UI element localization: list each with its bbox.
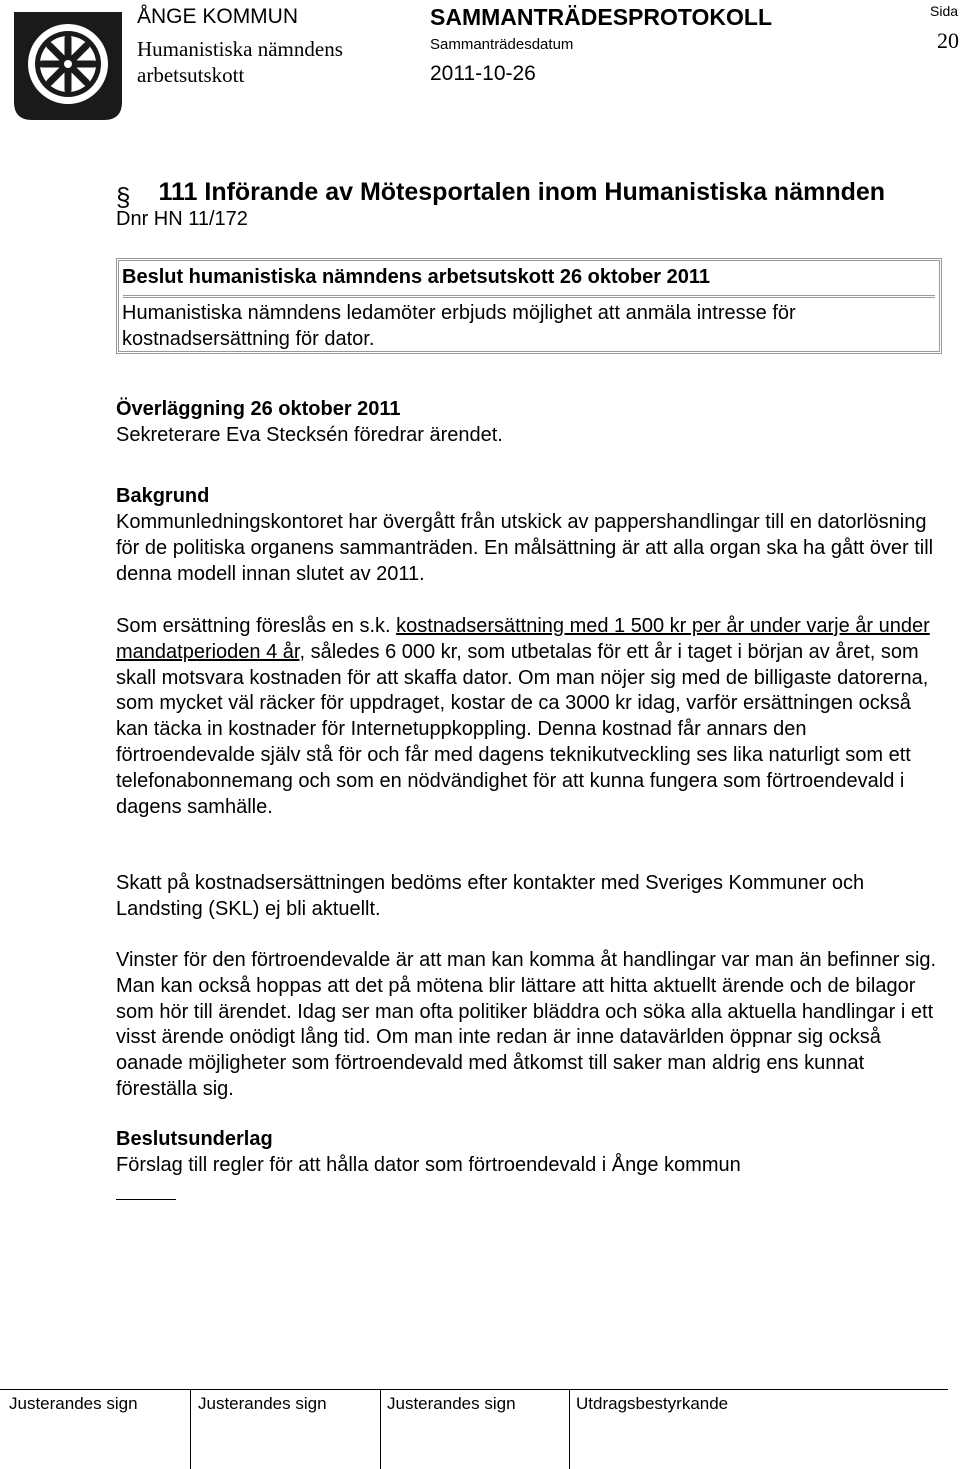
footer-certification: Utdragsbestyrkande (576, 1394, 729, 1413)
case-number: Dnr HN 11/172 (116, 208, 248, 230)
committee-name: Humanistiska nämndens (137, 37, 343, 61)
section-title (116, 176, 886, 212)
footer-divider (380, 1389, 381, 1469)
document-type: SAMMANTRÄDESPROTOKOLL (430, 4, 773, 30)
footer-sign-3: Justerandes sign (387, 1394, 516, 1413)
basis-heading: Beslutsunderlag (116, 1128, 273, 1150)
org-name: ÅNGE KOMMUN (137, 5, 299, 28)
background-paragraph-2: Som ersättning föreslås en s.k. kostnadsersättning med 1 500 kr per år under varje år under mandatperioden 4 år, således 6 000 kr, som utbetalas för ett år i taget i början av året, som skall motsvara kostnaden för att skaffa dator. Om man nöjer sig med de billigaste datorerna, som mycket väl räcker för uppdraget, kostar de ca 3000 kr idag, varför ersättningen också kan täcka in kostnader för Internetuppkoppling. Denna kostnad får annars den förtroendevalde själv stå för och får med dagens teknikutveckling ses lika naturligt som ett telefonabonnemang och som en nödvändighet för att kunna fungera som förtroendevald i dagens samhälle. (116, 615, 930, 818)
background-heading: Bakgrund (116, 485, 210, 507)
background-paragraph-4: Vinster för den förtroendevalde är att man kan komma åt handlingar var man än befinner sig. Man kan också hoppas att det på mötena blir lättare att hitta aktuellt ärende och de bilagor som hör till ärendet. Idag ser man ofta politiker bläddra och söka alla aktuella handlingar i ett visst ärende onödigt lång tid. Om man inte redan är inne datavärlden öppnar sig också oanade möjligheter som förtroendevald med åtkomst till saker man aldrig ens kunnat föreställa sig. (116, 949, 937, 1100)
footer-divider (190, 1389, 191, 1469)
municipality-logo-icon (8, 6, 128, 126)
decision-title: Beslut humanistiska nämndens arbetsutskott 26 oktober 2011 (122, 266, 710, 288)
decision-text: Humanistiska nämndens ledamöter erbjuds möjlighet att anmäla intresse för kostnadsersättning för dator. (122, 302, 796, 350)
end-line (116, 1199, 176, 1200)
paragraph-sign: § (116, 182, 131, 212)
footer-rule (0, 1389, 948, 1390)
section-title-text: 111 Införande av Mötesportalen inom Humanistiska nämnden (158, 178, 886, 206)
page-label: Sida (930, 3, 959, 19)
footer-divider (569, 1389, 570, 1469)
background-paragraph-1: Kommunledningskontoret har övergått från utskick av pappershandlingar till en datorlösning för de politiska organens sammanträden. En målsättning är att alla organ ska ha gått över till denna modell innan slutet av 2011. (116, 511, 934, 585)
deliberation-text: Sekreterare Eva Stecksén föredrar ärendet. (116, 424, 503, 446)
footer-sign-2: Justerandes sign (198, 1394, 327, 1413)
page-number: 20 (937, 28, 959, 53)
background-paragraph-3: Skatt på kostnadsersättningen bedöms efter kontakter med Sveriges Kommuner och Landsting (SKL) ej bli aktuellt. (116, 872, 865, 920)
compensation-amount: kostnadsersättning med 1 500 kr per år under varje år under mandatperioden 4 år (116, 615, 930, 663)
date-label: Sammanträdesdatum (430, 36, 574, 53)
footer-sign-1: Justerandes sign (9, 1394, 138, 1413)
meeting-date: 2011-10-26 (430, 62, 536, 85)
committee-subname: arbetsutskott (137, 63, 245, 87)
basis-text: Förslag till regler för att hålla dator som förtroendevald i Ånge kommun (116, 1154, 741, 1176)
deliberation-heading: Överläggning 26 oktober 2011 (116, 398, 401, 420)
